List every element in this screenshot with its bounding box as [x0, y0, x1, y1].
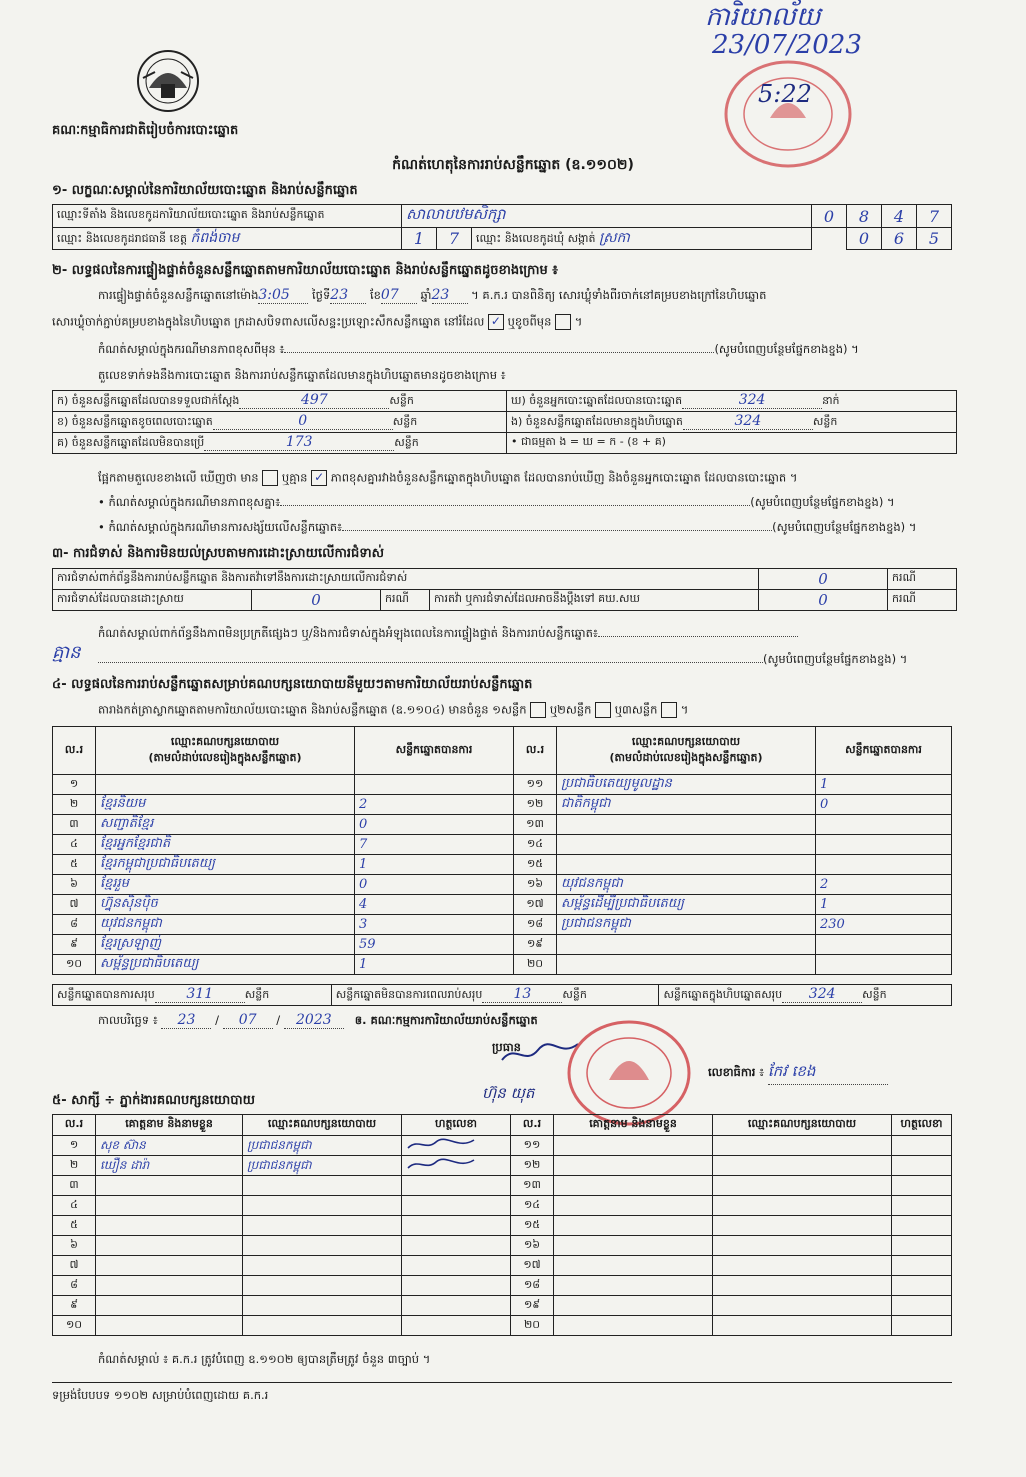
witness-signature — [892, 1156, 952, 1176]
col-votes-right: សន្លឹកឆ្នោតបានការ — [816, 727, 952, 775]
witness-signature — [892, 1256, 952, 1276]
total-valid: សន្លឹកឆ្នោតបានការសរុប 311 សន្លឹក — [53, 985, 332, 1006]
witness-name — [554, 1156, 713, 1176]
witness-signature — [892, 1136, 952, 1156]
figure-b: ខ) ចំនួនសន្លឹកឆ្នោតខូចពេលបោះឆ្នោត 0 សន្លឹក — [53, 412, 507, 433]
witness-name — [554, 1196, 713, 1216]
witness-signature — [402, 1276, 511, 1296]
col-party-right: ឈ្មោះគណបក្សនយោបាយ (តាមលំដាប់លេខរៀងក្នុងសន្លឹកឆ្នោត) — [557, 727, 816, 775]
witness-party — [713, 1196, 892, 1216]
witness-name — [554, 1296, 713, 1316]
witness-party — [713, 1316, 892, 1336]
row-no: ៦ — [53, 875, 96, 895]
witness-party — [243, 1236, 402, 1256]
verify-year: 23 — [432, 287, 468, 304]
witness-party — [713, 1176, 892, 1196]
handwritten-office: ការិយាល័យ — [705, 2, 821, 32]
irregularity-note-line: កំណត់សម្គាល់ពាក់ព័ន្ធនឹងភាពមិនប្រក្រតីផ្សេងៗ ឬ/និងការជំទាស់ក្នុងអំឡុងពេលនៃការផ្ទៀងផ្ទាត់ និងការរាប់សន្លឹកឆ្នោត៖ — [98, 626, 958, 643]
party-name: ខ្មែរកម្ពុជាប្រជាធិបតេយ្យ — [96, 855, 355, 875]
row-no: ១ — [53, 1136, 96, 1156]
office-code-2: 8 — [847, 205, 882, 228]
irregularity-note-value: គ្មាន — [52, 642, 81, 663]
doubt-note-line: • កំណត់សម្គាល់ក្នុងករណីមានការសង្ស័យលើសន្លឹកឆ្នោត៖ (សូមបំពេញបន្ថែមផ្នែកខាងខ្នង) ។ — [98, 520, 917, 534]
chair-name: ហ៊ុន យុត — [482, 1084, 535, 1102]
totals-table — [52, 984, 952, 1006]
party-votes: 230 — [816, 915, 952, 935]
row-no: ៨ — [53, 1276, 96, 1296]
seal-note-line: កំណត់សម្គាល់ក្នុងករណីមានភាពខុសពីមុន ៖ (សូមបំពេញបន្ថែមផ្នែកខាងខ្នង) ។ — [98, 342, 859, 356]
checkbox-seal-intact[interactable]: ✓ — [488, 314, 504, 330]
office-value: សាលាបឋមសិក្សា — [402, 205, 812, 228]
verification-line: ការផ្ទៀងផ្ទាត់ចំនួនសន្លឹកឆ្នោតនៅម៉ោង3:05 ថ្ងៃទី23 ខែ07 ឆ្នាំ23 ។ គ.ក.រ បានពិនិត្យ សោរឃ្លុំទាំងពីរចាក់នៅគម្របខាងក្រៅនៃហិបឆ្នោត — [98, 287, 767, 303]
row-no: ៣ — [53, 815, 96, 835]
table-row — [53, 955, 952, 975]
witness-signature — [892, 1276, 952, 1296]
verify-month: 07 — [381, 287, 417, 304]
ballot-figures-table — [52, 390, 957, 454]
col-votes: សន្លឹកឆ្នោតបានការ — [355, 727, 514, 775]
section3-heading: ៣- ការជំទាស់ និងការមិនយល់ស្របតាមការដោះស្រាយលើការជំទាស់ — [52, 546, 384, 561]
party-name — [557, 955, 816, 975]
party-name: ខ្មែរអ្នកខ្មែរជាតិ — [96, 835, 355, 855]
handwritten-date: 23/07/2023 — [712, 30, 862, 60]
row-no: ៤ — [53, 1196, 96, 1216]
table-row — [53, 775, 952, 795]
objection-row2b-unit: ករណី — [888, 590, 957, 611]
table-row — [53, 835, 952, 855]
official-stamp-icon — [722, 58, 854, 170]
witness-name — [96, 1216, 243, 1236]
witness-party — [243, 1276, 402, 1296]
party-name — [557, 835, 816, 855]
row-no: ៧ — [53, 1256, 96, 1276]
witness-signature — [402, 1256, 511, 1276]
form-version-note: ទម្រង់បែបបទ ១១០២ សម្រាប់បំពេញដោយ គ.ក.រ — [52, 1388, 269, 1402]
party-name: ខ្មែរស្រឡាញ់ — [96, 935, 355, 955]
witness-party — [243, 1216, 402, 1236]
row-no: ១៤ — [511, 1196, 554, 1216]
row-no: ១៨ — [514, 915, 557, 935]
checkbox-three-sheets[interactable] — [661, 702, 677, 718]
witness-party — [713, 1256, 892, 1276]
witness-party — [243, 1196, 402, 1216]
secretary-line: លេខាធិការ ៖ កែវ ខេង — [708, 1062, 888, 1085]
tally-sheet-line: តារាងកត់ត្រាស្លាកឆ្នោតតាមការិយាល័យបោះឆ្នោត និងរាប់សន្លឹកឆ្នោត (ឧ.១១០៤) មានចំនួន ១សន្លឹក ឬ២សន្លឹក ឬ៣សន្លឹក ។ — [98, 702, 689, 717]
objection-row2-label: ការជំទាស់ដែលបានដោះស្រាយ — [53, 590, 252, 611]
figure-d: ឃ) ចំនួនអ្នកបោះឆ្នោតដែលបានបោះឆ្នោត 324 នាក់ — [507, 391, 957, 412]
table-row — [53, 1256, 952, 1276]
party-results-table — [52, 726, 952, 975]
party-votes: 0 — [816, 795, 952, 815]
witness-name — [96, 1316, 243, 1336]
total-invalid: សន្លឹកឆ្នោតមិនបានការពេលរាប់សរុប 13 សន្លឹក — [331, 985, 659, 1006]
party-votes — [816, 855, 952, 875]
party-votes — [816, 935, 952, 955]
province-code-1: 1 — [402, 228, 437, 250]
witness-signature — [892, 1196, 952, 1216]
row-no: ១៧ — [514, 895, 557, 915]
commune-code-3: 5 — [917, 228, 952, 250]
party-votes: 1 — [355, 955, 514, 975]
handwritten-time: 5:22 — [758, 80, 812, 108]
table-row — [53, 1196, 952, 1216]
witness-party: ប្រជាជនកម្ពុជា — [243, 1156, 402, 1176]
committee-stamp-icon — [565, 1018, 693, 1128]
row-no: ៦ — [53, 1236, 96, 1256]
witness-name — [554, 1236, 713, 1256]
witness-signature — [402, 1136, 511, 1156]
section1-heading: ១- លក្ខណៈសម្គាល់នៃការិយាល័យបោះឆ្នោត និងរាប់សន្លឹកឆ្នោត — [52, 183, 358, 198]
witness-name: ឃឿន ដារ៉ា — [96, 1156, 243, 1176]
row-no: ១២ — [514, 795, 557, 815]
table-row — [53, 1176, 952, 1196]
witness-signature — [402, 1196, 511, 1216]
witness-signature — [402, 1216, 511, 1236]
party-name: ខ្មែររួម — [96, 875, 355, 895]
witness-signature — [402, 1176, 511, 1196]
party-name: ប្រជាធិបតេយ្យមូលដ្ឋាន — [557, 775, 816, 795]
table-row — [53, 875, 952, 895]
figure-e: ង) ចំនួនសន្លឹកឆ្នោតដែលមានក្នុងហិបឆ្នោត 324 សន្លឹក — [507, 412, 957, 433]
witness-signature — [892, 1216, 952, 1236]
witness-party — [713, 1296, 892, 1316]
commune-code-1: 0 — [847, 228, 882, 250]
table-row — [53, 1296, 952, 1316]
witness-name — [554, 1316, 713, 1336]
witness-party: ប្រជាជនកម្ពុជា — [243, 1136, 402, 1156]
witness-party — [713, 1276, 892, 1296]
section4-heading: ៤- លទ្ធផលនៃការរាប់សន្លឹកឆ្នោតសម្រាប់គណបក្សនយោបាយនីមួយៗតាមការិយាល័យរាប់សន្លឹកឆ្នោត — [52, 677, 533, 692]
witness-table: ល.រ គោត្តនាម និងនាមខ្លួន ឈ្មោះគណបក្សនយោបាយ ហត្ថលេខា ល.រ គោត្តនាម និងនាមខ្លួន ឈ្មោះគណបក្សនយោបាយ ហត្ថលេខា ១ សុខ ស៊ាន ប្រជាជនកម្ពុជា ១១ ២ ឃឿន ដារ៉ា ប្រជាជនកម្ពុជា ១២ ៣ ១៣ ៤ ១៤ ៥ ១៥ ៦ ១៦ ៧ ១៧ ៨ ១៨ ៩ ១៩ ១០ ២០ — [52, 1114, 952, 1336]
row-no: ១០ — [53, 955, 96, 975]
witness-name — [96, 1256, 243, 1276]
party-votes — [816, 955, 952, 975]
party-votes: 1 — [816, 775, 952, 795]
row-no: ១២ — [511, 1156, 554, 1176]
party-name: យុវជនកម្ពុជា — [557, 875, 816, 895]
witness-name — [96, 1276, 243, 1296]
party-name — [557, 935, 816, 955]
section1-table — [52, 204, 952, 250]
col-party: ឈ្មោះគណបក្សនយោបាយ (តាមលំដាប់លេខរៀងក្នុងសន្លឹកឆ្នោត) — [96, 727, 355, 775]
commune-code-2: 6 — [882, 228, 917, 250]
chair-label: ប្រធាន — [492, 1040, 521, 1054]
nec-emblem-icon — [135, 48, 201, 114]
checkbox-has-diff[interactable] — [262, 470, 278, 486]
row-no: ១ — [53, 775, 96, 795]
row-no: ១៣ — [511, 1176, 554, 1196]
party-votes: 1 — [816, 895, 952, 915]
row-no: ១៩ — [514, 935, 557, 955]
row-no: ១៣ — [514, 815, 557, 835]
compare-line: ផ្អែកតាមតួលេខខាងលើ ឃើញថា មាន ឬគ្មាន ✓ ភាពខុសគ្នារវាងចំនួនសន្លឹកឆ្នោតក្នុងហិបឆ្នោត ដែលបានរាប់ឃើញ និងចំនួនអ្នកបោះឆ្នោត ដែលបានបោះឆ្នោត ។ — [98, 470, 798, 485]
party-name: ជាតិកម្ពុជា — [557, 795, 816, 815]
row-no: ២០ — [514, 955, 557, 975]
objection-row1-value: 0 — [759, 569, 888, 590]
witness-party — [243, 1316, 402, 1336]
figures-intro: តួលេខទាក់ទងនឹងការបោះឆ្នោត និងការរាប់សន្លឹកឆ្នោតដែលមានក្នុងហិបឆ្នោតមានដូចខាងក្រោម ៖ — [98, 368, 506, 382]
office-code-1: 0 — [812, 205, 847, 228]
section5-heading: ៥- សាក្សី ÷ ភ្នាក់ងារគណបក្សនយោបាយ — [52, 1093, 255, 1108]
row-no: ១៥ — [514, 855, 557, 875]
witness-signature — [402, 1236, 511, 1256]
table-row — [53, 915, 952, 935]
province-label: ឈ្មោះ និងលេខកូដរាជធានី ខេត្ត កំពង់ចាម — [53, 228, 402, 250]
party-votes — [816, 835, 952, 855]
row-no: ៣ — [53, 1176, 96, 1196]
table-row — [53, 1156, 952, 1176]
witness-signature — [892, 1316, 952, 1336]
row-no: ១៦ — [511, 1236, 554, 1256]
witness-name — [96, 1296, 243, 1316]
signing-date-line: កាលបរិច្ឆេទ ៖ 23 / 07 / 2023 ឲ. គណៈកម្មការការិយាល័យរាប់សន្លឹកឆ្នោត — [98, 1012, 538, 1028]
table-row — [53, 815, 952, 835]
organization-name: គណៈកម្មាធិការជាតិរៀបចំការបោះឆ្នោត — [52, 123, 239, 138]
figure-c: គ) ចំនួនសន្លឹកឆ្នោតដែលមិនបានប្រើ 173 សន្លឹក — [53, 433, 507, 454]
party-name: សម្ព័ន្ធដើម្បីប្រជាធិបតេយ្យ — [557, 895, 816, 915]
checkbox-no-diff[interactable]: ✓ — [311, 470, 327, 486]
row-no: ១៧ — [511, 1256, 554, 1276]
witness-signature — [402, 1316, 511, 1336]
office-label: ឈ្មោះទីតាំង និងលេខកូដការិយាល័យបោះឆ្នោត និងរាប់សន្លឹកឆ្នោត — [53, 205, 402, 228]
party-votes: 2 — [355, 795, 514, 815]
table-row — [53, 855, 952, 875]
party-votes: 7 — [355, 835, 514, 855]
witness-signature — [892, 1176, 952, 1196]
checkbox-seal-broken[interactable] — [555, 314, 571, 330]
witness-name: សុខ ស៊ាន — [96, 1136, 243, 1156]
row-no: ១០ — [53, 1316, 96, 1336]
party-name — [96, 775, 355, 795]
row-no: ៥ — [53, 855, 96, 875]
party-votes: 1 — [355, 855, 514, 875]
row-no: ២ — [53, 1156, 96, 1176]
office-code-4: 7 — [917, 205, 952, 228]
witness-name — [554, 1276, 713, 1296]
province-code-2: 7 — [437, 228, 472, 250]
objection-row1-unit: ករណី — [888, 569, 957, 590]
table-row — [53, 1236, 952, 1256]
party-name: សញ្ជាតិខ្មែរ — [96, 815, 355, 835]
figure-a: ក) ចំនួនសន្លឹកឆ្នោតដែលបានទទួលជាក់ស្តែង 497 សន្លឹក — [53, 391, 507, 412]
witness-name — [96, 1176, 243, 1196]
objection-row2-value: 0 — [252, 590, 381, 611]
row-no: ៥ — [53, 1216, 96, 1236]
seal-line: សោរឃ្លុំចាក់ភ្ជាប់គម្របខាងក្នុងនៃហិបឆ្នោត ក្រដាសបិទពាសលើសន្ទះប្រឡោះសឹកសន្លឹកឆ្នោត នៅរំដែល ✓ ឬខូចពីមុន ។ — [52, 314, 583, 329]
table-row — [53, 895, 952, 915]
witness-name — [96, 1236, 243, 1256]
party-votes — [355, 775, 514, 795]
row-no: ១៨ — [511, 1276, 554, 1296]
row-no: ២០ — [511, 1316, 554, 1336]
witness-party — [713, 1156, 892, 1176]
figure-formula: • ជាធម្មតា ង = ឃ = ក - (ខ + គ) — [507, 433, 957, 454]
witness-party — [243, 1296, 402, 1316]
table-row — [53, 935, 952, 955]
row-no: ៩ — [53, 1296, 96, 1316]
witness-name — [554, 1136, 713, 1156]
row-no: ១៥ — [511, 1216, 554, 1236]
row-no: ៨ — [53, 915, 96, 935]
col-no-right: ល.រ — [514, 727, 557, 775]
row-no: ២ — [53, 795, 96, 815]
objection-row2b-value: 0 — [759, 590, 888, 611]
row-no: ១៦ — [514, 875, 557, 895]
party-name: ប្រជាជនកម្ពុជា — [557, 915, 816, 935]
objection-row1-label: ការជំទាស់ពាក់ព័ន្ធនឹងការរាប់សន្លឹកឆ្នោត និងការតវ៉ាទៅនឹងការដោះស្រាយលើការជំទាស់ — [53, 569, 759, 590]
verify-time: 3:05 — [258, 287, 308, 304]
footer-note: កំណត់សម្គាល់ ៖ គ.ក.រ ត្រូវបំពេញ ឧ.១១០២ ឲ្យបានត្រឹមត្រូវ ចំនួន ៣ច្បាប់ ។ — [98, 1352, 431, 1366]
witness-signature — [892, 1296, 952, 1316]
section2-heading: ២- លទ្ធផលនៃការផ្ទៀងផ្ទាត់ចំនួនសន្លឹកឆ្នោតតាមការិយាល័យបោះឆ្នោត និងរាប់សន្លឹកឆ្នោតដូចខាងក្រោម ៖ — [52, 263, 558, 278]
row-no: ១១ — [514, 775, 557, 795]
table-row — [53, 1316, 952, 1336]
row-no: ១១ — [511, 1136, 554, 1156]
irregularity-note-line2: (សូមបំពេញបន្ថែមផ្នែកខាងខ្នង) ។ — [98, 652, 958, 669]
row-no: ១៤ — [514, 835, 557, 855]
witness-signature — [892, 1236, 952, 1256]
party-votes: 59 — [355, 935, 514, 955]
party-name: យុវជនកម្ពុជា — [96, 915, 355, 935]
party-votes: 0 — [355, 875, 514, 895]
table-row — [53, 1216, 952, 1236]
row-no: ១៩ — [511, 1296, 554, 1316]
checkbox-one-sheet[interactable] — [530, 702, 546, 718]
province-value: កំពង់ចាម — [190, 230, 240, 246]
form-title: កំណត់ហេតុនៃការរាប់សន្លឹកឆ្នោត (ឧ.១១០២) — [392, 157, 634, 173]
witness-name — [554, 1176, 713, 1196]
party-name: ហ្វ៊ុនស៊ិនប៉ិច — [96, 895, 355, 915]
witness-party — [713, 1136, 892, 1156]
party-name — [557, 855, 816, 875]
office-code-3: 4 — [882, 205, 917, 228]
party-votes: 4 — [355, 895, 514, 915]
row-no: ៧ — [53, 895, 96, 915]
table-row — [53, 1276, 952, 1296]
witness-name — [554, 1256, 713, 1276]
witness-name — [96, 1196, 243, 1216]
witness-signature — [402, 1296, 511, 1316]
diff-note-line: • កំណត់សម្គាល់ក្នុងករណីមានភាពខុសគ្នា៖ (សូមបំពេញបន្ថែមផ្នែកខាងខ្នង) ។ — [98, 495, 895, 509]
footer-divider — [52, 1382, 952, 1383]
objection-row2-unit: ករណី — [381, 590, 430, 611]
party-name: សម្ព័ន្ធប្រជាធិបតេយ្យ — [96, 955, 355, 975]
party-votes: 3 — [355, 915, 514, 935]
party-votes: 2 — [816, 875, 952, 895]
handwritten-signature-icon — [406, 1156, 476, 1172]
total-in-box: សន្លឹកឆ្នោតក្នុងហិបឆ្នោតសរុប 324 សន្លឹក — [659, 985, 952, 1006]
party-name — [557, 815, 816, 835]
witness-signature — [402, 1156, 511, 1176]
col-no: ល.រ — [53, 727, 96, 775]
witness-name — [554, 1216, 713, 1236]
witness-party — [713, 1216, 892, 1236]
party-votes: 0 — [355, 815, 514, 835]
table-row — [53, 795, 952, 815]
witness-party — [243, 1176, 402, 1196]
verify-day: 23 — [330, 287, 366, 304]
party-votes — [816, 815, 952, 835]
witness-party — [713, 1236, 892, 1256]
handwritten-signature-icon — [406, 1136, 476, 1152]
commune-label: ឈ្មោះ និងលេខកូដឃុំ សង្កាត់ ស្រកា — [472, 228, 812, 250]
row-no: ៩ — [53, 935, 96, 955]
objection-row2b-label: ការតវ៉ា ឬការជំទាស់ដែលអាចនឹងប្តឹងទៅ គឃ.សឃ — [430, 590, 759, 611]
witness-party — [243, 1256, 402, 1276]
party-name: ខ្មែរនិយម — [96, 795, 355, 815]
row-no: ៤ — [53, 835, 96, 855]
table-row — [53, 1136, 952, 1156]
checkbox-two-sheets[interactable] — [595, 702, 611, 718]
objection-table — [52, 568, 957, 611]
secretary-signature: កែវ ខេង — [768, 1062, 888, 1085]
commune-value: ស្រកា — [599, 230, 630, 246]
